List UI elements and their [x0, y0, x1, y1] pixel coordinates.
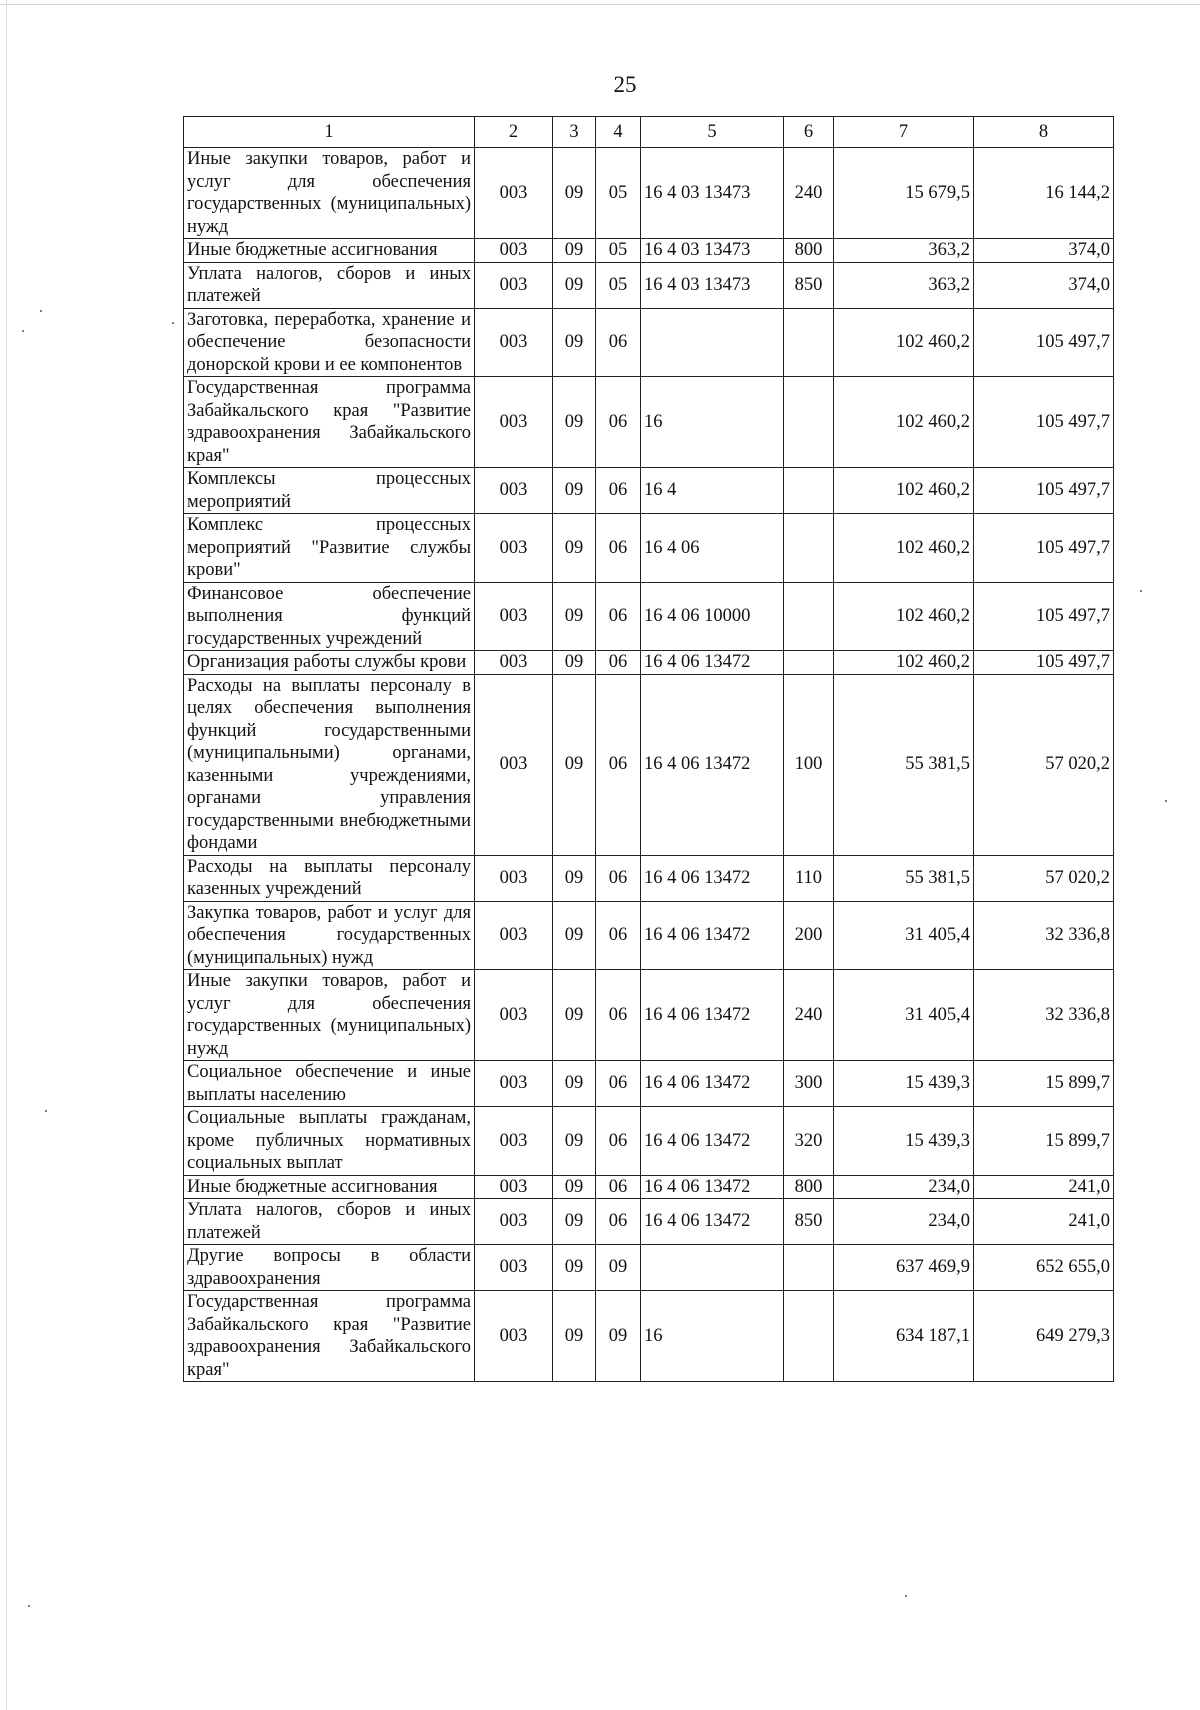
- table-row: [184, 901, 1114, 970]
- amount-year-2: 57 020,2: [974, 674, 1114, 855]
- expense-type-code: 850: [784, 1199, 834, 1245]
- table-row: [184, 377, 1114, 468]
- section-code: 09: [553, 1199, 596, 1245]
- section-code: 09: [553, 970, 596, 1061]
- expense-type-code: 800: [784, 1175, 834, 1199]
- target-article-code: 16 4 06 13472: [641, 970, 784, 1061]
- amount-year-2: 15 899,7: [974, 1061, 1114, 1107]
- expense-type-code: [784, 308, 834, 377]
- section-code: 09: [553, 514, 596, 583]
- ministry-code: 003: [475, 651, 553, 675]
- section-code: 09: [553, 674, 596, 855]
- target-article-code: 16 4: [641, 468, 784, 514]
- amount-year-1: 15 439,3: [834, 1061, 974, 1107]
- section-code: 09: [553, 262, 596, 308]
- amount-year-2: 105 497,7: [974, 651, 1114, 675]
- amount-year-2: 374,0: [974, 239, 1114, 263]
- target-article-code: 16 4 06 13472: [641, 1107, 784, 1176]
- ministry-code: 003: [475, 855, 553, 901]
- expense-name: Расходы на выплаты персоналу казенных учреждений: [184, 855, 475, 901]
- ministry-code: 003: [475, 308, 553, 377]
- scan-speck: [1140, 590, 1142, 592]
- scan-speck: [45, 1110, 47, 1112]
- amount-year-2: 241,0: [974, 1175, 1114, 1199]
- ministry-code: 003: [475, 514, 553, 583]
- target-article-code: [641, 1245, 784, 1291]
- subsection-code: 09: [596, 1291, 641, 1382]
- amount-year-1: 102 460,2: [834, 582, 974, 651]
- expense-type-code: 320: [784, 1107, 834, 1176]
- ministry-code: 003: [475, 674, 553, 855]
- amount-year-2: 105 497,7: [974, 308, 1114, 377]
- table-row: [184, 148, 1114, 239]
- target-article-code: 16 4 06 13472: [641, 674, 784, 855]
- column-header: 1: [184, 117, 475, 148]
- subsection-code: 06: [596, 377, 641, 468]
- expense-type-code: [784, 582, 834, 651]
- expense-type-code: 200: [784, 901, 834, 970]
- column-header: 6: [784, 117, 834, 148]
- scan-edge-left: [6, 0, 7, 1710]
- subsection-code: 06: [596, 468, 641, 514]
- target-article-code: 16 4 06 13472: [641, 1061, 784, 1107]
- amount-year-1: 102 460,2: [834, 377, 974, 468]
- section-code: 09: [553, 239, 596, 263]
- section-code: 09: [553, 1107, 596, 1176]
- amount-year-1: 102 460,2: [834, 468, 974, 514]
- ministry-code: 003: [475, 901, 553, 970]
- ministry-code: 003: [475, 1245, 553, 1291]
- subsection-code: 05: [596, 239, 641, 263]
- ministry-code: 003: [475, 1291, 553, 1382]
- expense-name: Другие вопросы в области здравоохранения: [184, 1245, 475, 1291]
- scan-speck: [40, 310, 42, 312]
- column-header: 7: [834, 117, 974, 148]
- table-row: [184, 308, 1114, 377]
- column-header: 4: [596, 117, 641, 148]
- amount-year-1: 102 460,2: [834, 651, 974, 675]
- subsection-code: 06: [596, 674, 641, 855]
- table-header-row: [184, 117, 1114, 148]
- subsection-code: 06: [596, 1107, 641, 1176]
- expense-name: Иные бюджетные ассигнования: [184, 239, 475, 263]
- amount-year-1: 234,0: [834, 1199, 974, 1245]
- amount-year-1: 102 460,2: [834, 514, 974, 583]
- target-article-code: 16 4 06 13472: [641, 855, 784, 901]
- subsection-code: 06: [596, 1061, 641, 1107]
- scan-edge-top: [0, 0, 1200, 5]
- amount-year-1: 234,0: [834, 1175, 974, 1199]
- table-row: [184, 582, 1114, 651]
- target-article-code: [641, 308, 784, 377]
- target-article-code: 16 4 03 13473: [641, 262, 784, 308]
- subsection-code: 06: [596, 651, 641, 675]
- expense-name: Государственная программа Забайкальского края "Развитие здравоохранения Забайкальского края": [184, 1291, 475, 1382]
- scan-speck: [172, 322, 174, 324]
- section-code: 09: [553, 582, 596, 651]
- amount-year-1: 15 439,3: [834, 1107, 974, 1176]
- expense-name: Иные закупки товаров, работ и услуг для обеспечения государственных (муниципальных) нужд: [184, 148, 475, 239]
- column-header: 2: [475, 117, 553, 148]
- subsection-code: 06: [596, 1175, 641, 1199]
- subsection-code: 06: [596, 901, 641, 970]
- amount-year-2: 374,0: [974, 262, 1114, 308]
- table-row: [184, 514, 1114, 583]
- ministry-code: 003: [475, 970, 553, 1061]
- table-row: [184, 1107, 1114, 1176]
- target-article-code: 16: [641, 377, 784, 468]
- ministry-code: 003: [475, 468, 553, 514]
- amount-year-2: 652 655,0: [974, 1245, 1114, 1291]
- section-code: 09: [553, 1061, 596, 1107]
- expense-type-code: [784, 468, 834, 514]
- target-article-code: 16 4 03 13473: [641, 148, 784, 239]
- ministry-code: 003: [475, 1199, 553, 1245]
- expense-name: Заготовка, переработка, хранение и обеспечение безопасности донорской крови и ее компонентов: [184, 308, 475, 377]
- expense-type-code: [784, 651, 834, 675]
- amount-year-2: 32 336,8: [974, 901, 1114, 970]
- amount-year-2: 15 899,7: [974, 1107, 1114, 1176]
- expense-name: Уплата налогов, сборов и иных платежей: [184, 262, 475, 308]
- section-code: 09: [553, 148, 596, 239]
- expense-name: Комплексы процессных мероприятий: [184, 468, 475, 514]
- amount-year-1: 634 187,1: [834, 1291, 974, 1382]
- ministry-code: 003: [475, 582, 553, 651]
- scan-speck: [1165, 800, 1167, 802]
- section-code: 09: [553, 1291, 596, 1382]
- table-row: [184, 262, 1114, 308]
- target-article-code: 16 4 06 10000: [641, 582, 784, 651]
- expense-type-code: [784, 377, 834, 468]
- budget-table: [183, 116, 1114, 1382]
- column-header: 8: [974, 117, 1114, 148]
- amount-year-2: 105 497,7: [974, 514, 1114, 583]
- target-article-code: 16 4 06: [641, 514, 784, 583]
- section-code: 09: [553, 308, 596, 377]
- expense-name: Уплата налогов, сборов и иных платежей: [184, 1199, 475, 1245]
- target-article-code: 16 4 06 13472: [641, 901, 784, 970]
- subsection-code: 06: [596, 582, 641, 651]
- amount-year-2: 105 497,7: [974, 377, 1114, 468]
- table-row: [184, 239, 1114, 263]
- amount-year-2: 105 497,7: [974, 582, 1114, 651]
- subsection-code: 06: [596, 308, 641, 377]
- table-row: [184, 1175, 1114, 1199]
- subsection-code: 06: [596, 1199, 641, 1245]
- expense-type-code: 300: [784, 1061, 834, 1107]
- section-code: 09: [553, 651, 596, 675]
- column-header: 3: [553, 117, 596, 148]
- expense-name: Государственная программа Забайкальского края "Развитие здравоохранения Забайкальского края": [184, 377, 475, 468]
- amount-year-1: 55 381,5: [834, 855, 974, 901]
- table-row: [184, 970, 1114, 1061]
- expense-name: Расходы на выплаты персоналу в целях обеспечения выполнения функций государственными (муниципальными) органами, казенными учреждениями, органами управления государственными внебюджетными фондами: [184, 674, 475, 855]
- expense-name: Иные бюджетные ассигнования: [184, 1175, 475, 1199]
- amount-year-1: 363,2: [834, 262, 974, 308]
- section-code: 09: [553, 901, 596, 970]
- subsection-code: 06: [596, 514, 641, 583]
- expense-type-code: [784, 1245, 834, 1291]
- table-row: [184, 1291, 1114, 1382]
- target-article-code: 16: [641, 1291, 784, 1382]
- amount-year-2: 105 497,7: [974, 468, 1114, 514]
- table-row: [184, 1061, 1114, 1107]
- subsection-code: 05: [596, 262, 641, 308]
- expense-name: Организация работы службы крови: [184, 651, 475, 675]
- subsection-code: 06: [596, 970, 641, 1061]
- scan-speck: [905, 1595, 907, 1597]
- section-code: 09: [553, 1245, 596, 1291]
- amount-year-2: 241,0: [974, 1199, 1114, 1245]
- ministry-code: 003: [475, 239, 553, 263]
- amount-year-1: 102 460,2: [834, 308, 974, 377]
- table-row: [184, 1199, 1114, 1245]
- amount-year-1: 15 679,5: [834, 148, 974, 239]
- amount-year-1: 31 405,4: [834, 901, 974, 970]
- ministry-code: 003: [475, 148, 553, 239]
- ministry-code: 003: [475, 1107, 553, 1176]
- expense-type-code: 850: [784, 262, 834, 308]
- table-row: [184, 855, 1114, 901]
- page-number: 25: [613, 72, 637, 97]
- subsection-code: 06: [596, 855, 641, 901]
- expense-type-code: [784, 1291, 834, 1382]
- amount-year-2: 16 144,2: [974, 148, 1114, 239]
- ministry-code: 003: [475, 1061, 553, 1107]
- column-header: 5: [641, 117, 784, 148]
- section-code: 09: [553, 855, 596, 901]
- expense-name: Иные закупки товаров, работ и услуг для обеспечения государственных (муниципальных) нужд: [184, 970, 475, 1061]
- table-row: [184, 674, 1114, 855]
- expense-type-code: 800: [784, 239, 834, 263]
- target-article-code: 16 4 03 13473: [641, 239, 784, 263]
- expense-name: Финансовое обеспечение выполнения функций государственных учреждений: [184, 582, 475, 651]
- subsection-code: 05: [596, 148, 641, 239]
- amount-year-1: 637 469,9: [834, 1245, 974, 1291]
- scan-speck: [28, 1605, 30, 1607]
- subsection-code: 09: [596, 1245, 641, 1291]
- table-row: [184, 651, 1114, 675]
- scan-speck: [22, 330, 24, 332]
- table-row: [184, 1245, 1114, 1291]
- section-code: 09: [553, 468, 596, 514]
- table-row: [184, 468, 1114, 514]
- target-article-code: 16 4 06 13472: [641, 1199, 784, 1245]
- section-code: 09: [553, 377, 596, 468]
- ministry-code: 003: [475, 1175, 553, 1199]
- expense-name: Закупка товаров, работ и услуг для обеспечения государственных (муниципальных) нужд: [184, 901, 475, 970]
- expense-type-code: 100: [784, 674, 834, 855]
- ministry-code: 003: [475, 377, 553, 468]
- expense-name: Социальные выплаты гражданам, кроме публичных нормативных социальных выплат: [184, 1107, 475, 1176]
- target-article-code: 16 4 06 13472: [641, 1175, 784, 1199]
- target-article-code: 16 4 06 13472: [641, 651, 784, 675]
- expense-name: Комплекс процессных мероприятий "Развитие службы крови": [184, 514, 475, 583]
- expense-type-code: 110: [784, 855, 834, 901]
- amount-year-2: 649 279,3: [974, 1291, 1114, 1382]
- expense-type-code: 240: [784, 970, 834, 1061]
- section-code: 09: [553, 1175, 596, 1199]
- amount-year-1: 363,2: [834, 239, 974, 263]
- amount-year-2: 32 336,8: [974, 970, 1114, 1061]
- amount-year-1: 31 405,4: [834, 970, 974, 1061]
- ministry-code: 003: [475, 262, 553, 308]
- expense-type-code: [784, 514, 834, 583]
- amount-year-1: 55 381,5: [834, 674, 974, 855]
- amount-year-2: 57 020,2: [974, 855, 1114, 901]
- expense-name: Социальное обеспечение и иные выплаты населению: [184, 1061, 475, 1107]
- expense-type-code: 240: [784, 148, 834, 239]
